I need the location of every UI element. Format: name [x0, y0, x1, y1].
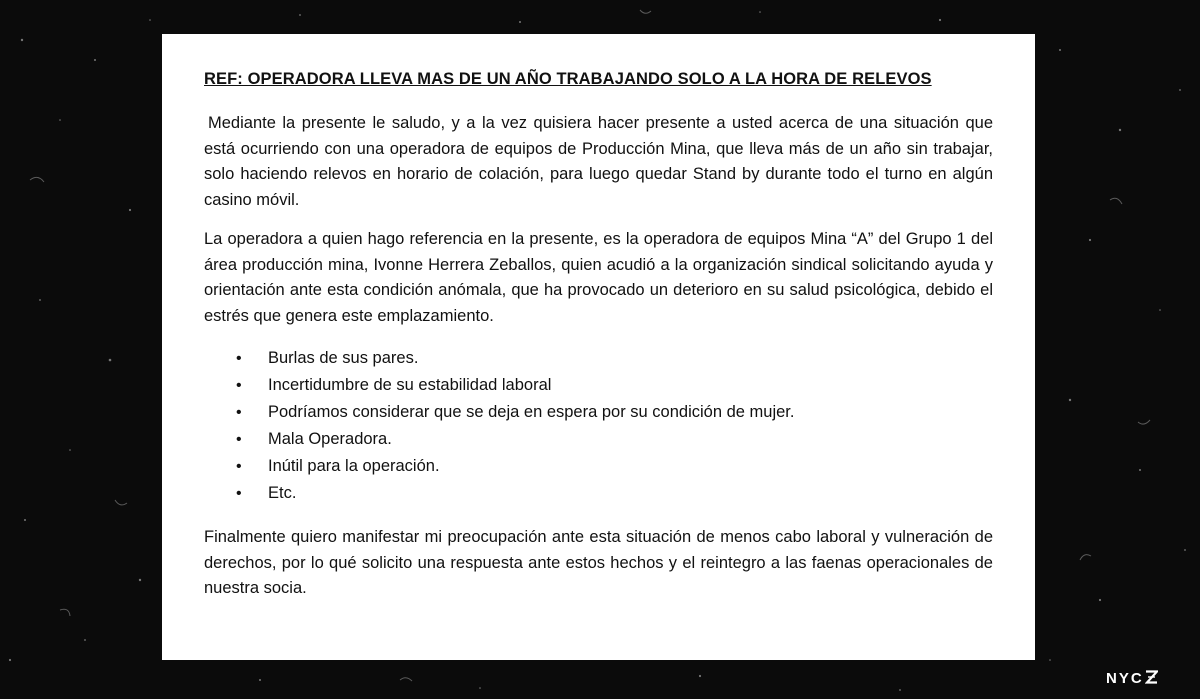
paragraph-closing: Finalmente quiero manifestar mi preocupación ante esta situación de menos cabo laboral y vulneración de derechos, por lo qué solicito una respuesta ante estos hechos y el reintegro a las faenas operacionales de nuestra socia.	[204, 528, 993, 597]
document-title: REF: OPERADORA LLEVA MAS DE UN AÑO TRABAJANDO SOLO A LA HORA DE RELEVOS	[204, 70, 932, 88]
list-item	[204, 453, 993, 480]
list-item	[204, 480, 993, 507]
paragraph-intro: Mediante la presente le saludo, y a la vez quisiera hacer presente a usted acerca de una situación que está ocurriendo con una operadora de equipos de Producción Mina, que lleva más de un año sin trabajar, solo haciendo relevos en horario de colación, para luego quedar Stand by durante todo el turno en algún casino móvil.	[204, 114, 993, 209]
bullet-icon: •	[236, 350, 242, 367]
bullet-icon: •	[236, 431, 242, 448]
bullet-list	[204, 345, 993, 507]
list-item	[204, 372, 993, 399]
list-item-text: Incertidumbre de su estabilidad laboral	[268, 376, 552, 394]
list-item-text: Inútil para la operación.	[268, 457, 440, 475]
bullet-icon: •	[236, 458, 242, 475]
list-item	[204, 426, 993, 453]
list-item	[204, 399, 993, 426]
list-item-text: Etc.	[268, 484, 297, 502]
bullet-icon: •	[236, 377, 242, 394]
list-item-text: Podríamos considerar que se deja en espera por su condición de mujer.	[268, 403, 795, 421]
letter-page	[162, 34, 1035, 660]
bullet-icon: •	[236, 404, 242, 421]
list-item	[204, 345, 993, 372]
z-mark-icon	[1145, 670, 1158, 684]
list-item-text: Mala Operadora.	[268, 430, 392, 448]
list-item-text: Burlas de sus pares.	[268, 349, 419, 367]
paragraph-reference: La operadora a quien hago referencia en la presente, es la operadora de equipos Mina “A” del Grupo 1 del área producción mina, Ivonne Herrera Zeballos, quien acudió a la organización sindical solicitando ayuda y orientación ante esta condición anómala, que ha provocado un deterioro en su salud psicológica, debido el estrés que genera este emplazamiento.	[204, 230, 993, 325]
logo-text: NYC	[1106, 670, 1144, 687]
nycz-logo	[1106, 670, 1158, 687]
bullet-icon: •	[236, 485, 242, 502]
